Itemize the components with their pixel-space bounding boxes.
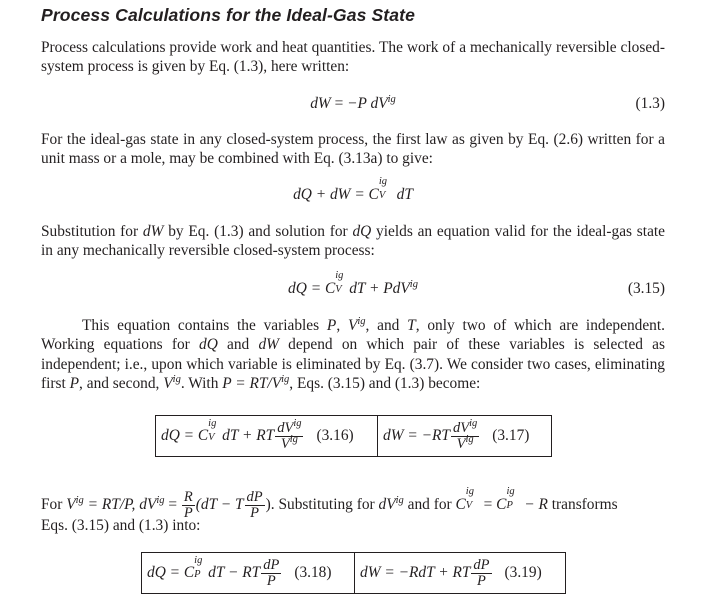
- equation-number: (3.17): [492, 427, 530, 444]
- paragraph-substituting-line2: Eqs. (3.15) and (1.3) into:: [41, 517, 201, 534]
- equation-first-law: dQ + dW = C ig V dT: [293, 176, 413, 203]
- section-heading: Process Calculations for the Ideal-Gas State: [41, 5, 415, 25]
- equation-number: (3.15): [627, 280, 665, 297]
- equation-3-16: dQ = C ig V dT + RT $\frac{dV^{ig}}{V^{ig}}$ (3.16): [161, 417, 354, 452]
- equation-number: (3.16): [316, 427, 354, 444]
- paragraph-first-law: For the ideal-gas state in any closed-system process, the first law as given by Eq. (2.6) written for a unit mass or a mole, may be combined with Eq. (3.13a) to give:: [41, 131, 665, 168]
- equation-1-3: dW = −P $dV^{ig}$ (1.3): [41, 91, 665, 117]
- paragraph-substitution: Substitution for dW by Eq. (1.3) and solution for dQ yields an equation valid for the ideal-gas state in any mechanically reversible closed-system process:: [41, 223, 666, 260]
- boxed-equations-3-16-3-17: [155, 415, 552, 457]
- equation-number: (1.3): [635, 95, 665, 112]
- equation-3-18: dQ = C ig P dT − RT $\frac{dP}{P}$ (3.18): [147, 555, 332, 589]
- paragraph-variables: This equation contains the variables P, $V^{ig}$, and T, only two of which are independent. Working equations for dQ and dW depend on which pair of these variables is selected as independent; i.e., upon which variable is eliminated by Eq. (3.7). We consider two cases, eliminating first P, and second, $V^{ig}$. With $P = RT/V^{ig}$, Eqs. (3.15) and (1.3) become:: [41, 315, 665, 393]
- equation-3-17: dW = −RT $\frac{dV^{ig}}{V^{ig}}$ (3.17): [383, 417, 530, 452]
- equation-3-15: dQ = C ig V dT + PdV$^{ig}$ (3.15): [41, 276, 665, 302]
- equation-number: (3.18): [294, 564, 332, 581]
- boxed-equations-3-18-3-19: [141, 552, 566, 594]
- equation-number: (3.19): [504, 564, 542, 581]
- paragraph-intro: Process calculations provide work and heat quantities. The work of a mechanically reversible closed-system process is given by Eq. (1.3), here written:: [41, 39, 665, 76]
- equation-3-19: dW = −RdT + RT $\frac{dP}{P}$ (3.19): [360, 556, 542, 589]
- paragraph-substituting: For $V^{ig} = RT/P$, $dV^{ig}$ = $\frac{R}{P}$ (dT − T $\frac{dP}{P}$ ). Substituting for $dV^{ig}$ and for C ig V = C ig P − R transforms: [41, 486, 618, 521]
